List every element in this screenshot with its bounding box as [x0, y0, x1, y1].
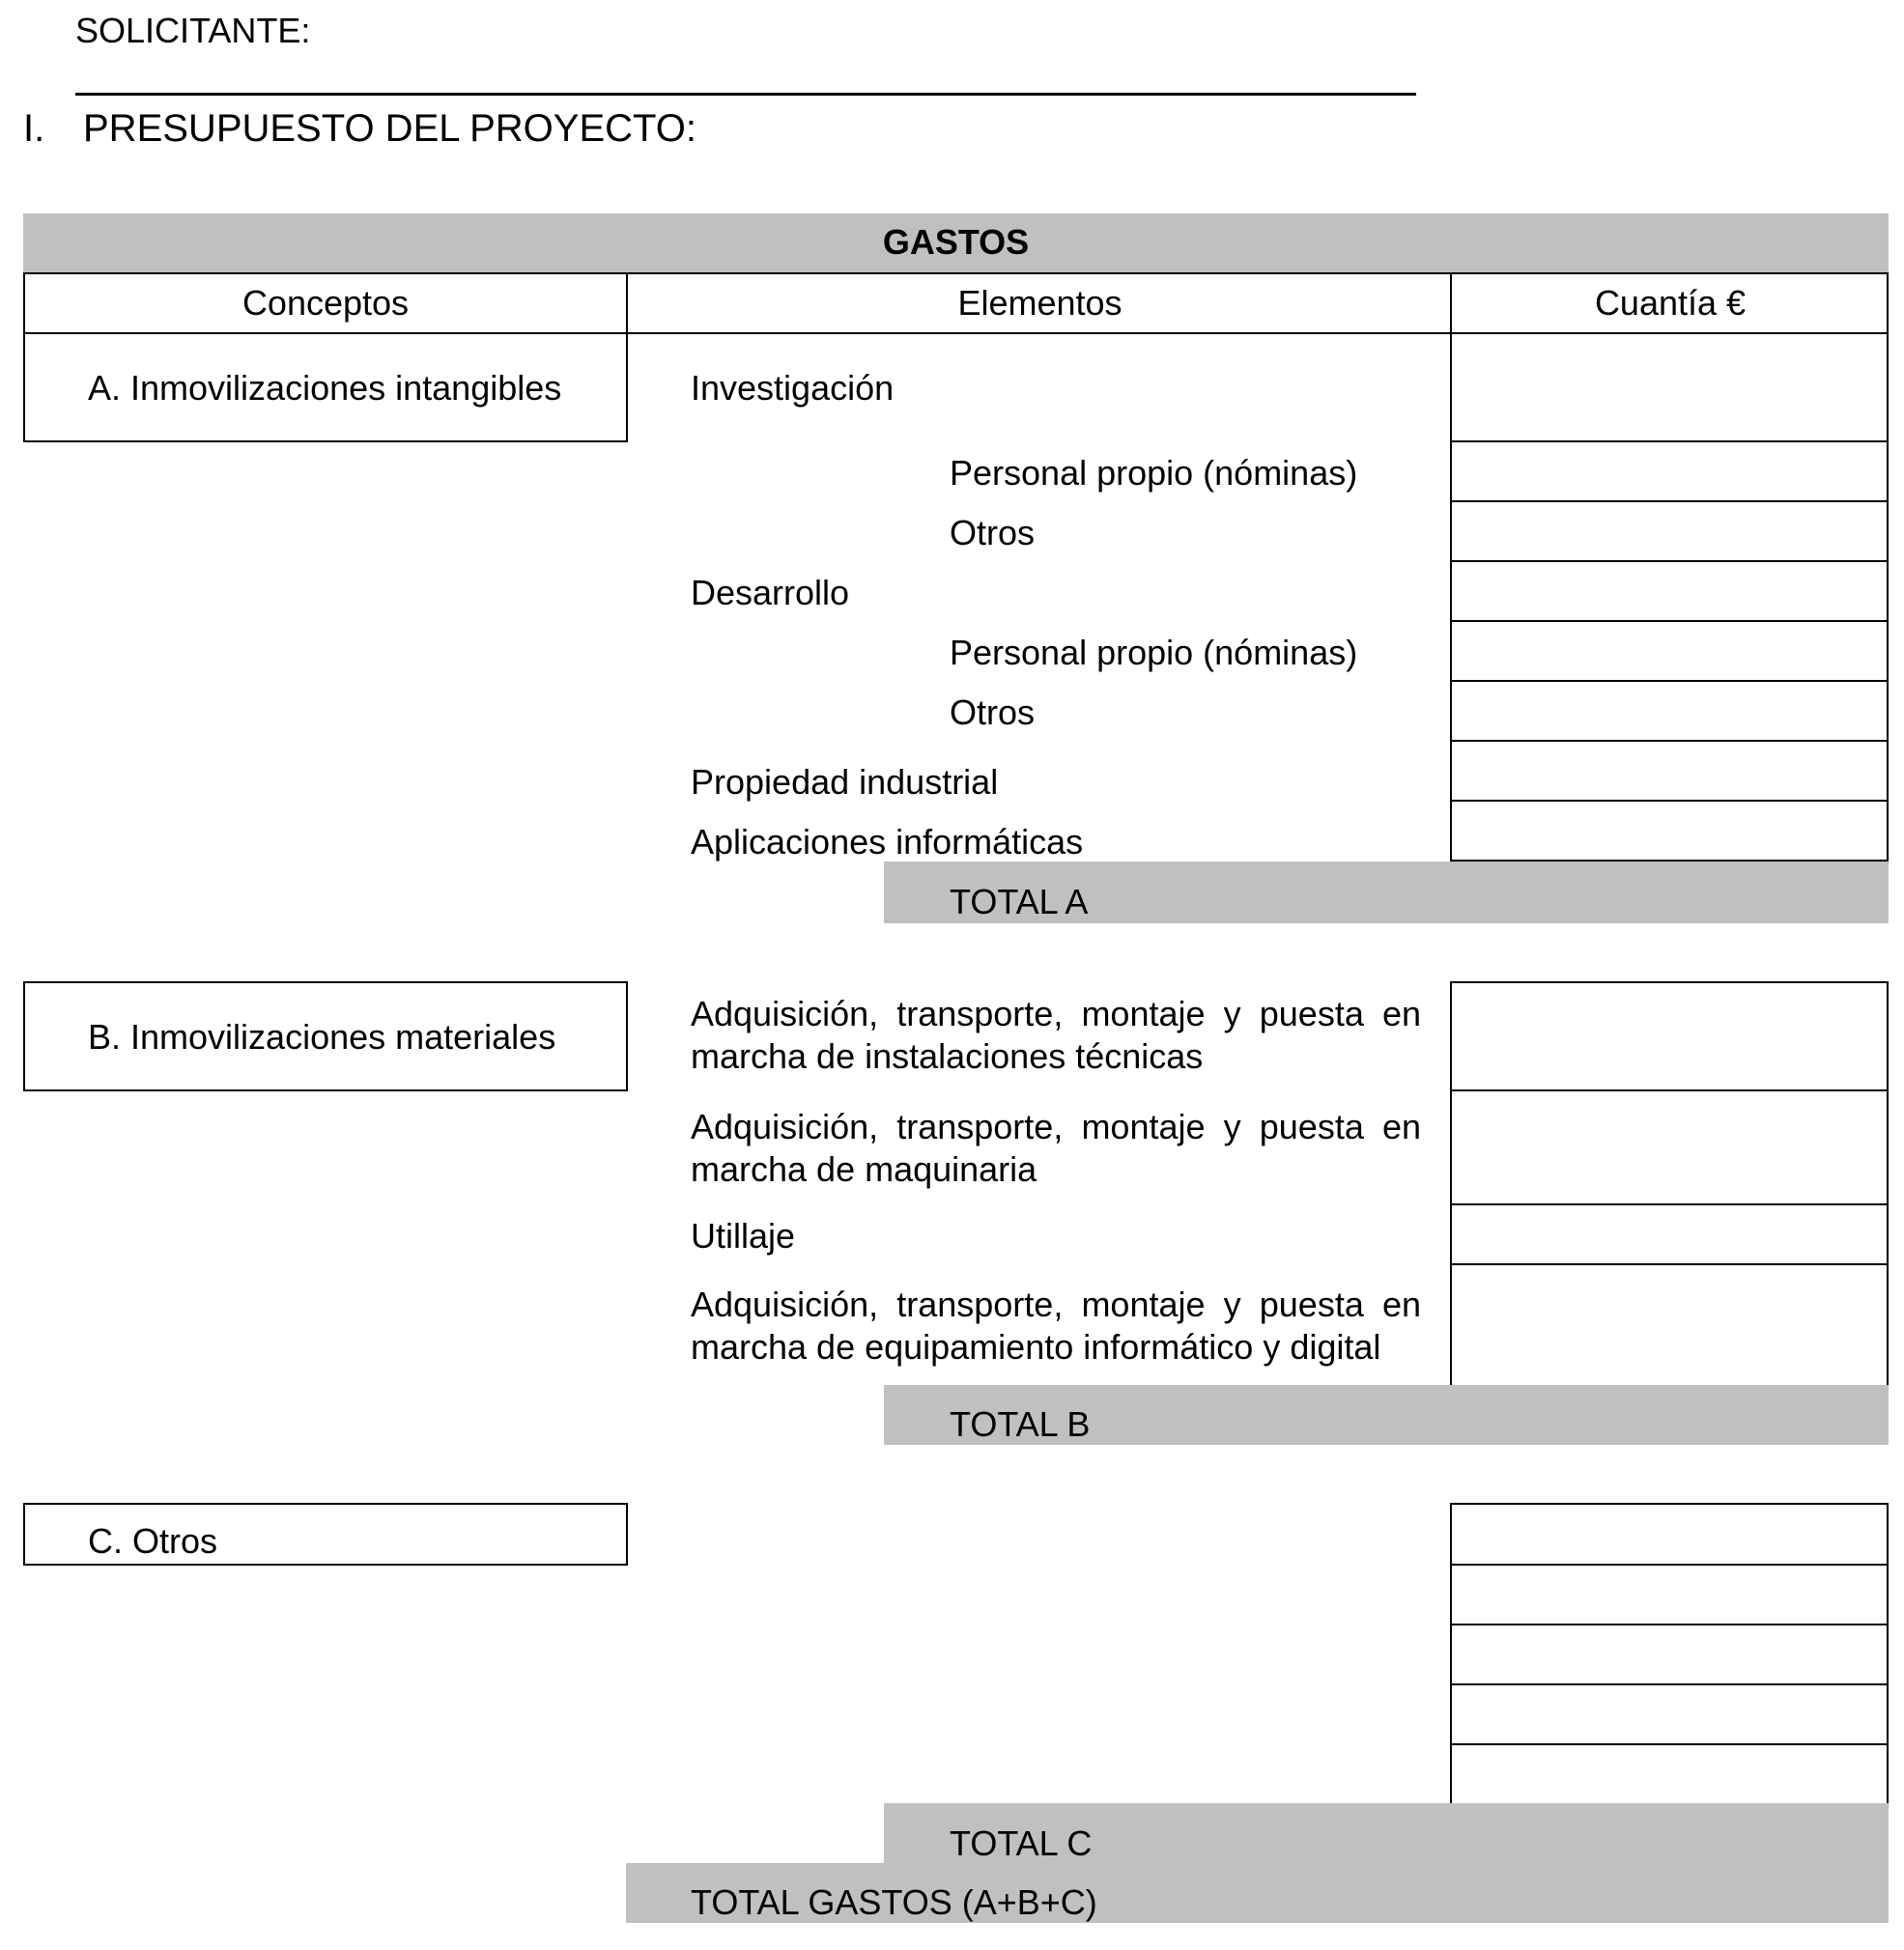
column-header-cuantia: Cuantía € [1594, 283, 1747, 323]
amount-cell-equipamiento-informatico[interactable] [1450, 1263, 1889, 1387]
amount-cell-maquinaria[interactable] [1450, 1089, 1889, 1205]
element-propiedad-industrial: Propiedad industrial [691, 762, 999, 802]
amount-cell-instalaciones-tecnicas[interactable] [1450, 981, 1889, 1091]
concept-label-a: A. Inmovilizaciones intangibles [88, 368, 562, 408]
column-header-conceptos: Conceptos [242, 283, 410, 323]
element-desarrollo-personal: Personal propio (nóminas) [950, 633, 1358, 672]
element-investigacion-otros: Otros [950, 513, 1036, 552]
amount-cell-desarrollo[interactable] [1450, 560, 1889, 622]
amount-cell-investigacion-otros[interactable] [1450, 500, 1889, 562]
element-instalaciones-tecnicas: Adquisición, transporte, montaje y puesta en marcha de instalaciones técnicas [691, 994, 1421, 1076]
amount-cell-otros-1[interactable] [1450, 1503, 1889, 1566]
amount-cell-investigacion[interactable] [1450, 332, 1889, 442]
applicant-underline[interactable] [75, 93, 1416, 96]
concept-label-b: B. Inmovilizaciones materiales [88, 1017, 556, 1057]
concept-label-c: C. Otros [88, 1521, 218, 1561]
element-desarrollo: Desarrollo [691, 573, 850, 612]
amount-cell-otros-3[interactable] [1450, 1624, 1889, 1685]
amount-cell-utillaje[interactable] [1450, 1203, 1889, 1265]
total-c-label: TOTAL C [950, 1823, 1093, 1863]
section-number: I. [23, 107, 45, 150]
applicant-label: SOLICITANTE: [75, 11, 311, 50]
amount-cell-desarrollo-otros[interactable] [1450, 680, 1889, 742]
amount-cell-otros-2[interactable] [1450, 1564, 1889, 1625]
grand-total-amount-cell[interactable] [1450, 1863, 1889, 1923]
total-b-amount-cell[interactable] [1450, 1385, 1889, 1445]
total-a-amount-cell[interactable] [1450, 862, 1889, 923]
element-utillaje: Utillaje [691, 1216, 796, 1256]
total-b-label: TOTAL B [950, 1404, 1091, 1444]
amount-cell-otros-4[interactable] [1450, 1683, 1889, 1745]
amount-cell-aplicaciones-informaticas[interactable] [1450, 800, 1889, 862]
amount-cell-otros-5[interactable] [1450, 1743, 1889, 1805]
element-investigacion-personal: Personal propio (nóminas) [950, 453, 1358, 493]
element-maquinaria: Adquisición, transporte, montaje y puesta en marcha de maquinaria [691, 1107, 1421, 1189]
section-title: PRESUPUESTO DEL PROYECTO: [83, 107, 696, 150]
total-a-label: TOTAL A [950, 882, 1089, 921]
amount-cell-investigacion-personal[interactable] [1450, 440, 1889, 502]
grand-total-label: TOTAL GASTOS (A+B+C) [691, 1882, 1097, 1922]
amount-cell-propiedad-industrial[interactable] [1450, 740, 1889, 802]
element-aplicaciones-informaticas: Aplicaciones informáticas [691, 822, 1084, 862]
table-title: GASTOS [882, 222, 1030, 262]
element-investigacion: Investigación [691, 368, 895, 408]
column-header-elementos: Elementos [957, 283, 1123, 323]
total-c-amount-cell[interactable] [1450, 1803, 1889, 1863]
amount-cell-desarrollo-personal[interactable] [1450, 620, 1889, 682]
element-desarrollo-otros: Otros [950, 692, 1036, 732]
element-equipamiento-informatico: Adquisición, transporte, montaje y puesta en marcha de equipamiento informático y digital [691, 1285, 1421, 1367]
